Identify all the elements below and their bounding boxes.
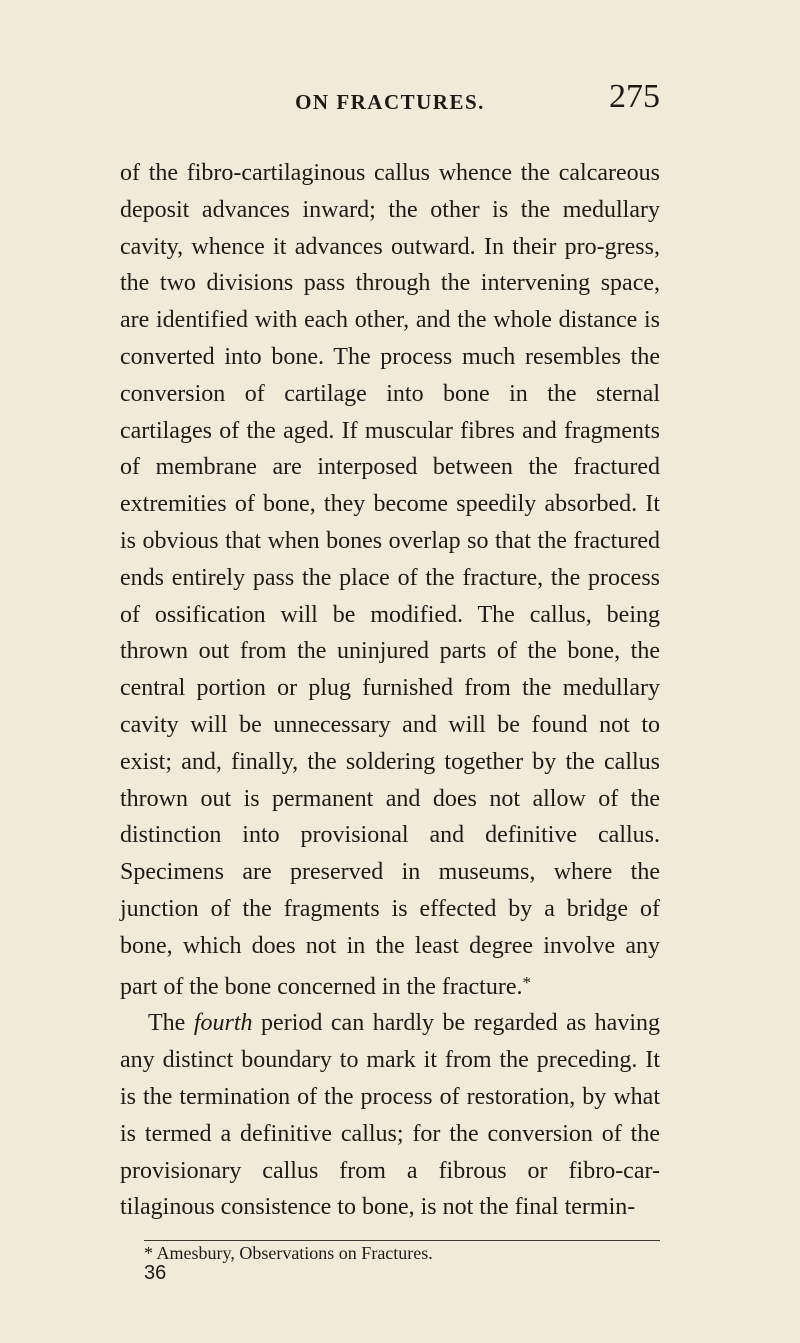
paragraph-2 (120, 1005, 660, 1226)
paragraph-2-rest: period can hardly be regarded as having any distinct boundary to mark it from the preceding. It is the termination of the process of restoration, by what is termed a definitive callus; for the conversion of the provisionary callus from a fibrous or fibro-car-tilaginous consistence to bone, is not the final termin- (120, 1010, 661, 1221)
footnote: * Amesbury, Observations on Fractures. (144, 1243, 433, 1263)
paragraph-1 (120, 155, 660, 1005)
signature-mark: 36 (144, 1262, 167, 1284)
paragraph-1-text: of the fibro-cartilaginous callus whence the calcareous deposit advances inward; the other is the medullary cavity, whence it advances outward. In their pro-gress, the two divisions pass through the intervening space, are identified with each other, and the whole distance is converted into bone. The process much resembles the conversion of cartilage into bone in the sternal cartilages of the aged. If muscular fibres and fragments of membrane are interposed between the fractured extremities of bone, they become speedily absorbed. It is obvious that when bones overlap so that the fractured ends entirely pass the place of the fracture, the process of ossification will be modified. The callus, being thrown out from the uninjured parts of the bone, the central portion or plug furnished from the medullary cavity will be unnecessary and will be found not to exist; and, finally, the soldering together by the callus thrown out is permanent and does not allow of the distinction into provisional and definitive callus. Specimens are preserved in museums, where the junction of the fragments is effected by a bridge of bone, which does not in the least degree involve any part of the bone concerned in the fracture. (120, 160, 660, 1000)
running-head (120, 78, 660, 128)
footnote-rule (144, 1240, 660, 1241)
paragraph-2-italic: fourth (193, 1010, 253, 1037)
page-number: 275 (609, 78, 660, 115)
body-text (120, 155, 660, 1226)
running-title: ON FRACTURES. (295, 90, 485, 114)
footnote-marker: * (522, 972, 531, 992)
paragraph-2-lead: The (148, 1010, 194, 1037)
